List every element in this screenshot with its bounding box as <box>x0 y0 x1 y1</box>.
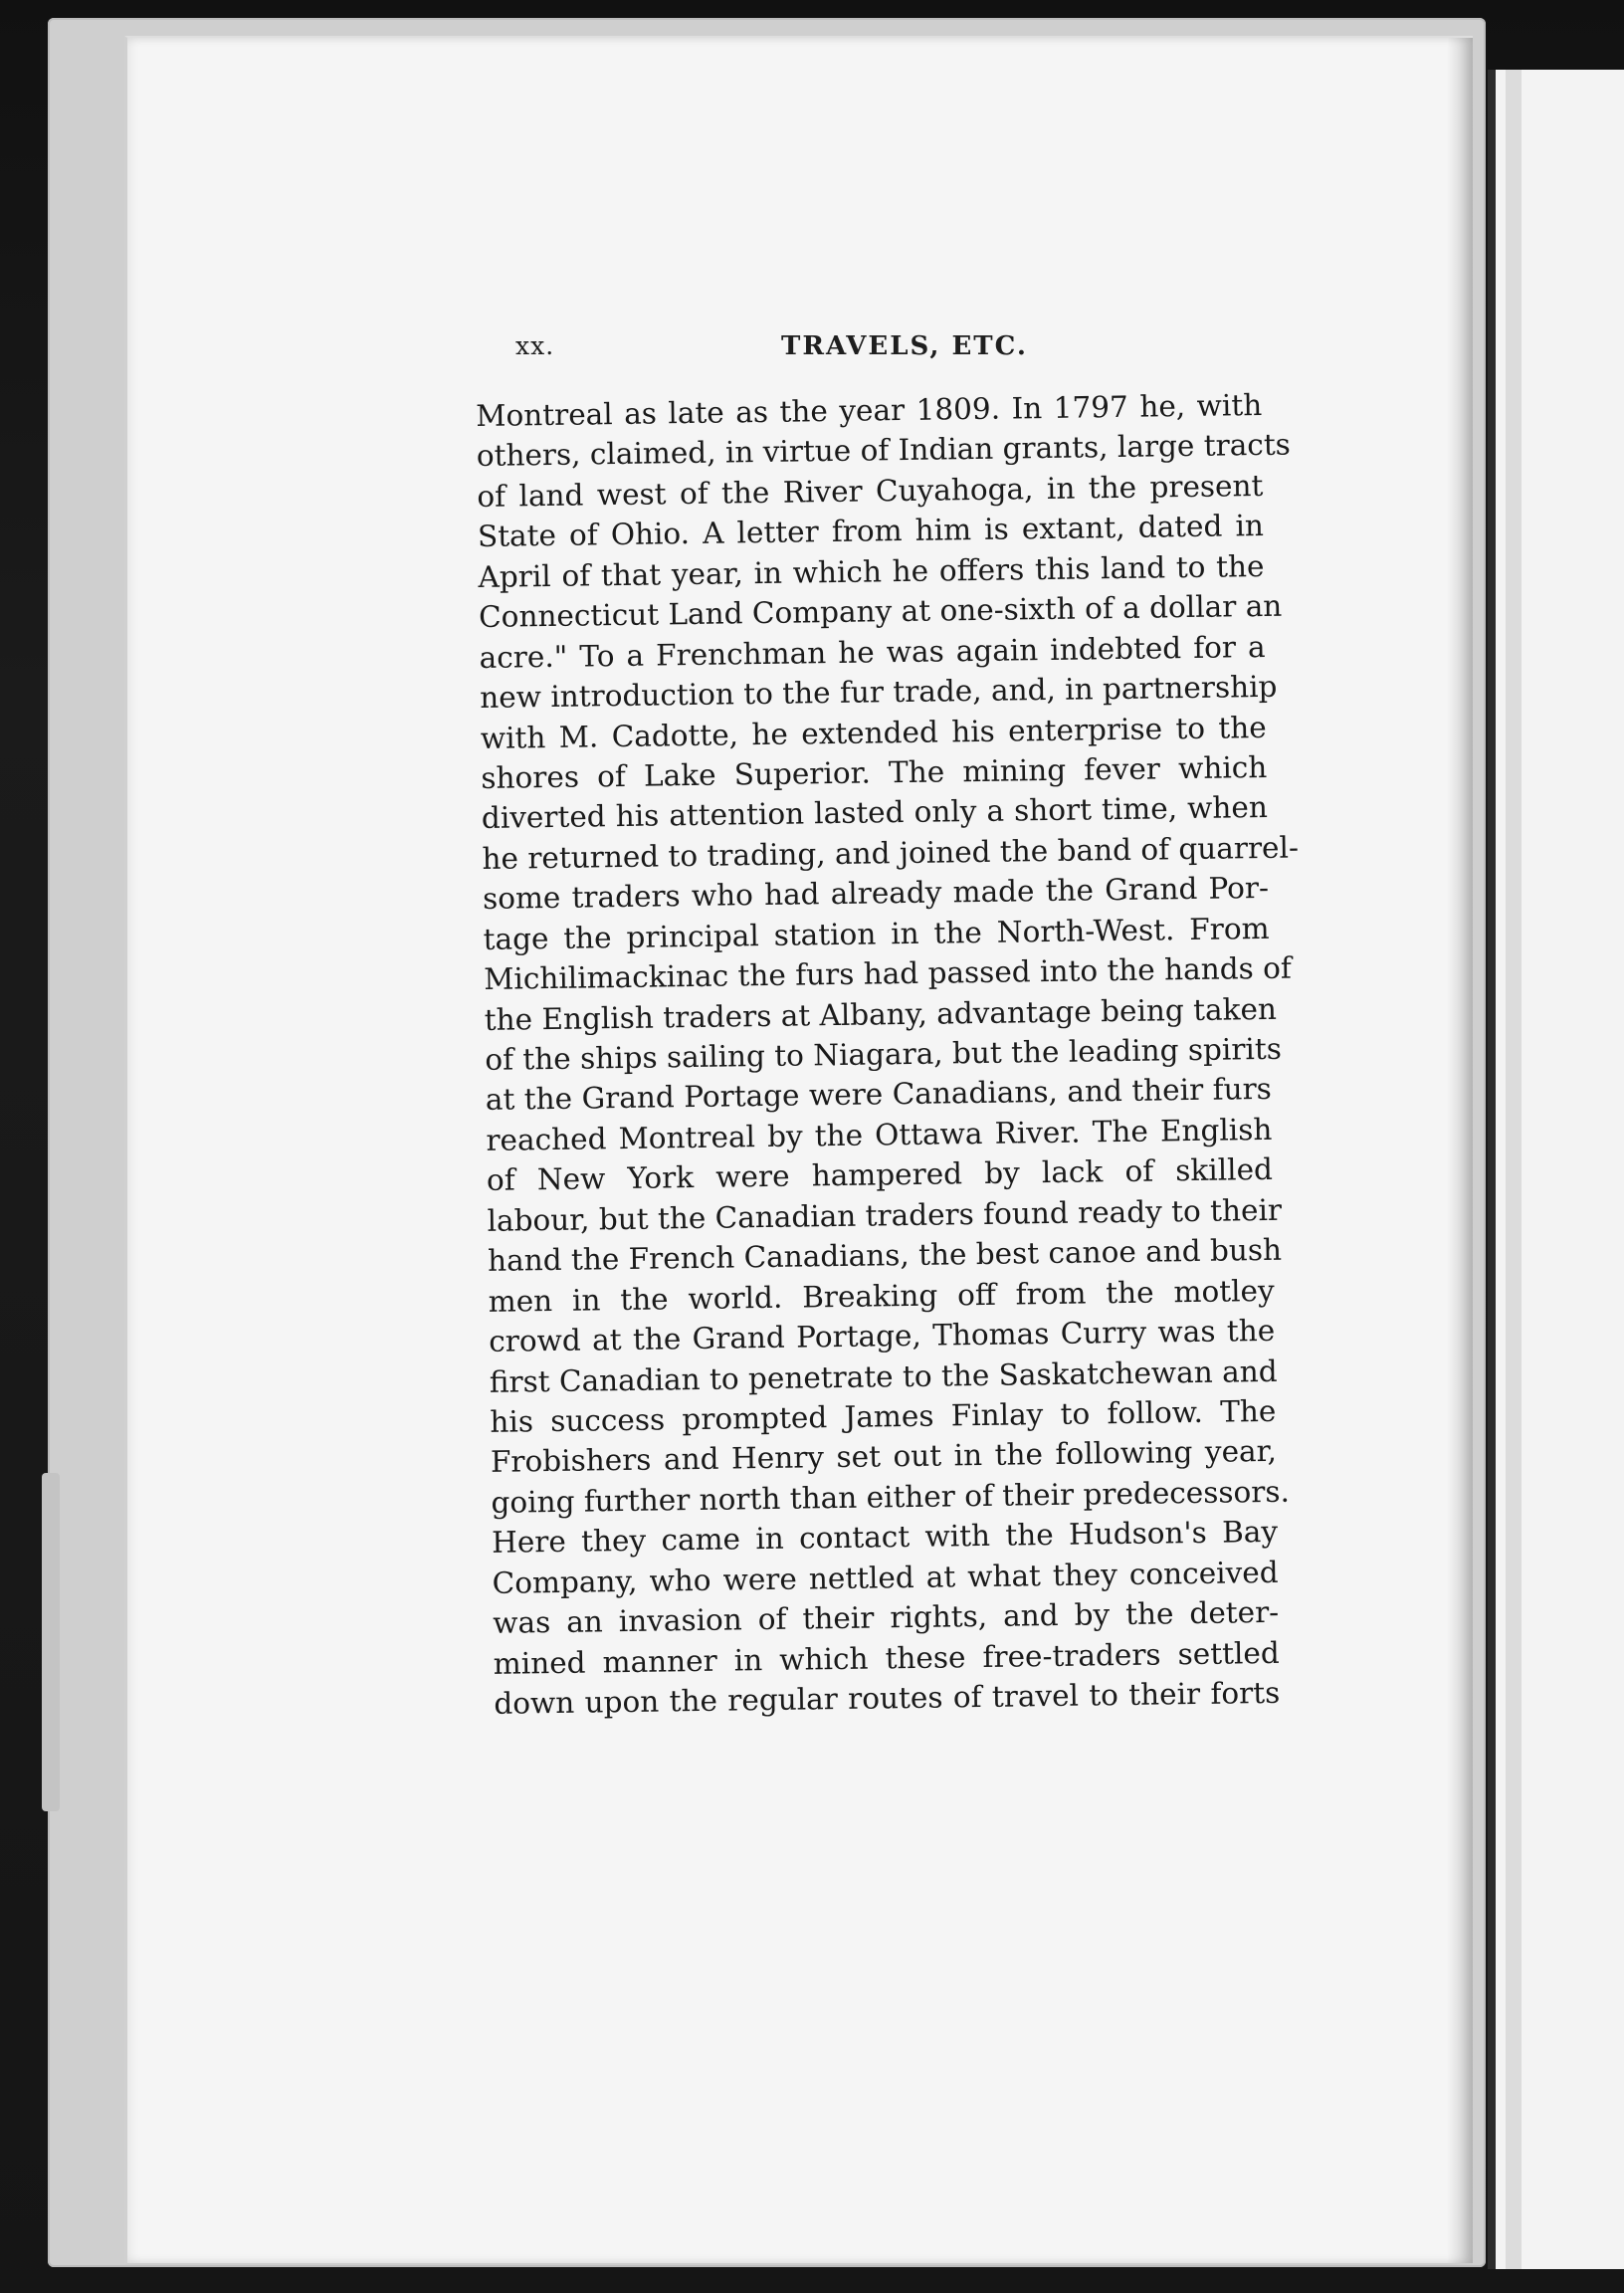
text-line: Here they came in contact with the Hudson's Bay <box>491 1515 1279 1561</box>
text-line: Connecticut Land Company at one-sixth of a dollar an <box>478 588 1283 635</box>
text-line: at the Grand Portage were Canadians, and their furs <box>485 1072 1273 1118</box>
text-line: men in the world. Breaking off from the motley <box>488 1273 1275 1319</box>
text-line: labour, but the Canadian traders found ready to their <box>487 1192 1283 1238</box>
running-head <box>388 331 1254 371</box>
text-line: acre." To a Frenchman he was again indebted for a <box>479 629 1266 675</box>
text-line: of the ships sailing to Niagara, but the leading spirits <box>485 1031 1283 1077</box>
text-line: he returned to trading, and joined the band of quarrel- <box>482 830 1300 876</box>
text-line: first Canadian to penetrate to the Saskatchewan and <box>489 1354 1278 1399</box>
text-line: was an invasion of their rights, and by the deter- <box>492 1594 1280 1641</box>
text-line: Montreal as late as the year 1809. In 1797 he, with <box>476 387 1263 433</box>
text-line: new introduction to the fur trade, and, in partnership <box>479 669 1278 716</box>
text-line: of New York were hampered by lack of skilled <box>486 1152 1274 1198</box>
text-line: others, claimed, in virtue of Indian grants, large tracts <box>476 428 1292 474</box>
text-line: of land west of the River Cuyahoga, in the present <box>477 468 1264 514</box>
text-line: some traders who had already made the Grand Por- <box>482 871 1270 917</box>
text-line: reached Montreal by the Ottawa River. The English <box>486 1112 1273 1157</box>
running-title: TRAVELS, ETC. <box>781 331 1028 361</box>
text-line: shores of Lake Superior. The mining fever which <box>481 749 1268 795</box>
text-line: State of Ohio. A letter from him is extant, dated in <box>477 509 1265 554</box>
text-line: crowd at the Grand Portage, Thomas Curry was the <box>489 1313 1276 1358</box>
text-line: mined manner in which these free-traders settled <box>493 1635 1280 1681</box>
text-line: going further north than either of their predecessors. <box>491 1474 1291 1520</box>
text-line: tage the principal station in the North-West. From <box>483 911 1270 956</box>
page-edge-tab <box>42 1473 60 1811</box>
text-line: Frobishers and Henry set out in the following year, <box>490 1434 1278 1480</box>
text-line: hand the French Canadians, the best canoe and bush <box>487 1232 1283 1279</box>
body-text <box>476 385 1300 1724</box>
facing-page-gutter <box>1506 70 1522 2269</box>
text-line: Company, who were nettled at what they conceived <box>492 1555 1279 1600</box>
text-line: diverted his attention lasted only a short time, when <box>481 790 1269 836</box>
facing-page-edge <box>1488 70 1624 2269</box>
text-line: April of that year, in which he offers this land to the <box>478 548 1265 594</box>
text-line: the English traders at Albany, advantage being taken <box>484 991 1278 1037</box>
gutter-shadow <box>1447 38 1473 2263</box>
page-number: xx. <box>515 331 555 360</box>
text-line: down upon the regular routes of travel to their forts <box>494 1675 1281 1721</box>
text-line: with M. Cadotte, he extended his enterprise to the <box>480 710 1267 755</box>
text-line: Michilimackinac the furs had passed into the hands of <box>483 950 1293 997</box>
text-line: his success prompted James Finlay to follow. The <box>490 1393 1277 1439</box>
